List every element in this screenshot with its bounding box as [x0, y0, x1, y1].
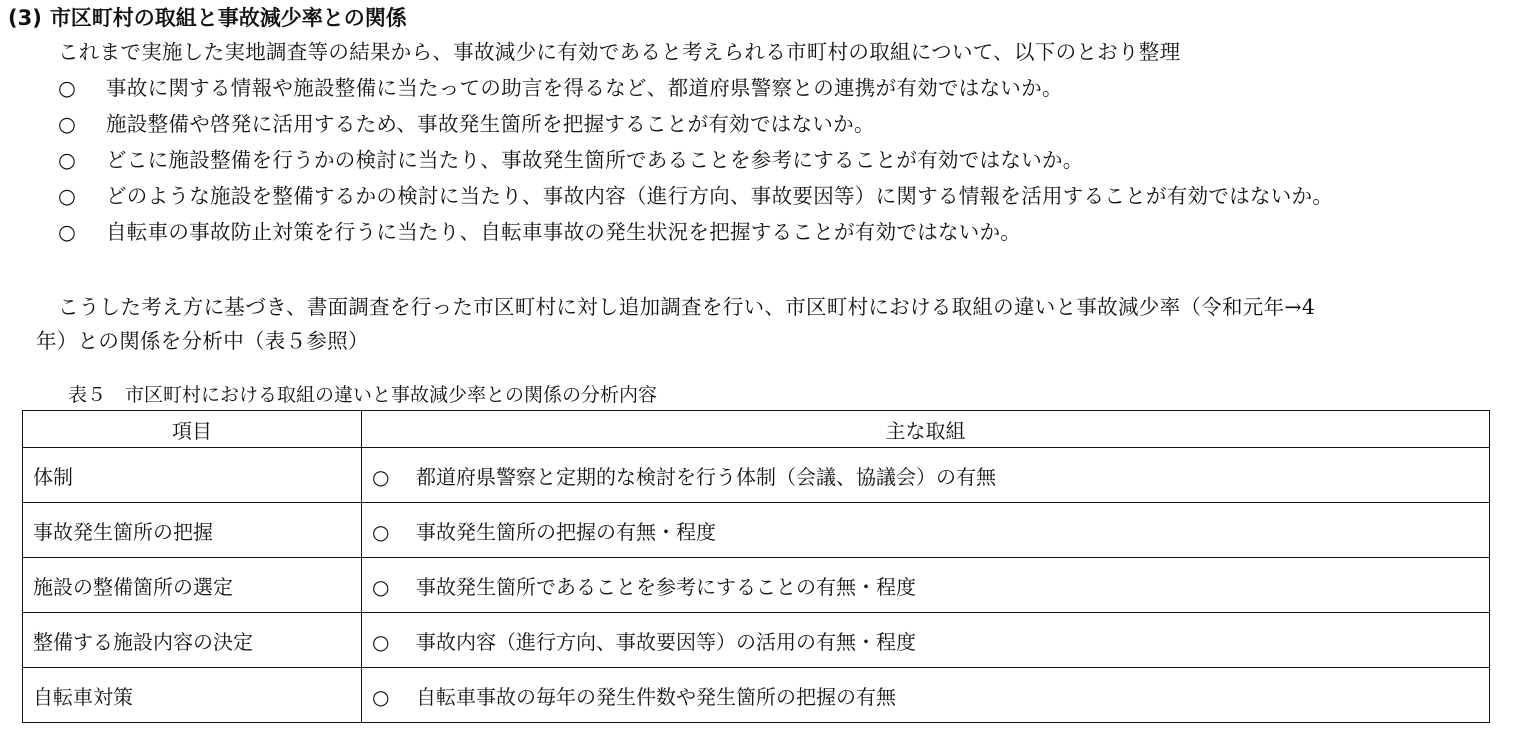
bullet-text: 事故に関する情報や施設整備に当たっての助言を得るなど、都道府県警察との連携が有効ではないか。	[106, 76, 1063, 100]
row-action-cell	[362, 503, 1490, 558]
paragraph-line-2: 年）との関係を分析中（表５参照）	[36, 329, 369, 353]
list-item	[58, 110, 1333, 146]
row-item-cell: 自転車対策	[23, 668, 362, 723]
row-item-cell: 事故発生箇所の把握	[23, 503, 362, 558]
column-header-item: 項目	[23, 411, 362, 448]
circle-bullet-icon: ○	[372, 464, 390, 489]
row-action-cell	[362, 613, 1490, 668]
table-row	[23, 668, 1490, 723]
section-heading	[8, 4, 407, 32]
circle-bullet-icon: ○	[372, 519, 390, 544]
bullet-list	[58, 74, 1333, 254]
row-action-cell	[362, 558, 1490, 613]
list-item	[58, 74, 1333, 110]
bullet-text: 自転車の事故防止対策を行うに当たり、自転車事故の発生状況を把握することが有効ではないか。	[106, 220, 1022, 244]
row-action-cell	[362, 448, 1490, 503]
circle-bullet-icon: ○	[58, 184, 77, 208]
section-title: 市区町村の取組と事故減少率との関係	[49, 6, 407, 30]
circle-bullet-icon: ○	[372, 629, 390, 654]
row-item-cell: 体制	[23, 448, 362, 503]
row-action-cell	[362, 668, 1490, 723]
circle-bullet-icon: ○	[58, 220, 77, 244]
row-item-cell: 施設の整備箇所の選定	[23, 558, 362, 613]
list-item	[58, 182, 1333, 218]
table-row	[23, 448, 1490, 503]
circle-bullet-icon: ○	[372, 684, 390, 709]
intro-text: これまで実施した実地調査等の結果から、事故減少に有効であると考えられる市町村の取組について、以下のとおり整理	[58, 40, 1181, 64]
list-item	[58, 146, 1333, 182]
circle-bullet-icon: ○	[58, 76, 77, 100]
analysis-paragraph	[36, 290, 1506, 358]
circle-bullet-icon: ○	[372, 574, 390, 599]
circle-bullet-icon: ○	[58, 112, 77, 136]
table-row	[23, 503, 1490, 558]
row-action-text: 事故発生箇所であることを参考にすることの有無・程度	[416, 574, 916, 599]
analysis-table	[22, 410, 1490, 723]
bullet-text: どこに施設整備を行うかの検討に当たり、事故発生箇所であることを参考にすることが有効ではないか。	[106, 148, 1084, 172]
row-action-text: 事故内容（進行方向、事故要因等）の活用の有無・程度	[416, 629, 916, 654]
table-row	[23, 613, 1490, 668]
row-item-cell: 整備する施設内容の決定	[23, 613, 362, 668]
circle-bullet-icon: ○	[58, 148, 77, 172]
column-header-action: 主な取組	[362, 411, 1490, 448]
row-action-text: 事故発生箇所の把握の有無・程度	[416, 519, 716, 544]
bullet-text: どのような施設を整備するかの検討に当たり、事故内容（進行方向、事故要因等）に関する情報を活用することが有効ではないか。	[106, 184, 1334, 208]
row-action-text: 自転車事故の毎年の発生件数や発生箇所の把握の有無	[416, 684, 896, 709]
table-caption: 表５ 市区町村における取組の違いと事故減少率との関係の分析内容	[68, 384, 658, 406]
paragraph-line-1: こうした考え方に基づき、書面調査を行った市区町村に対し追加調査を行い、市区町村における取組の違いと事故減少率（令和元年→4	[58, 295, 1316, 319]
bullet-text: 施設整備や啓発に活用するため、事故発生箇所を把握することが有効ではないか。	[106, 112, 875, 136]
table-header-row	[23, 411, 1490, 448]
section-number: (3)	[8, 6, 42, 30]
row-action-text: 都道府県警察と定期的な検討を行う体制（会議、協議会）の有無	[416, 464, 996, 489]
table-row	[23, 558, 1490, 613]
list-item	[58, 218, 1333, 254]
